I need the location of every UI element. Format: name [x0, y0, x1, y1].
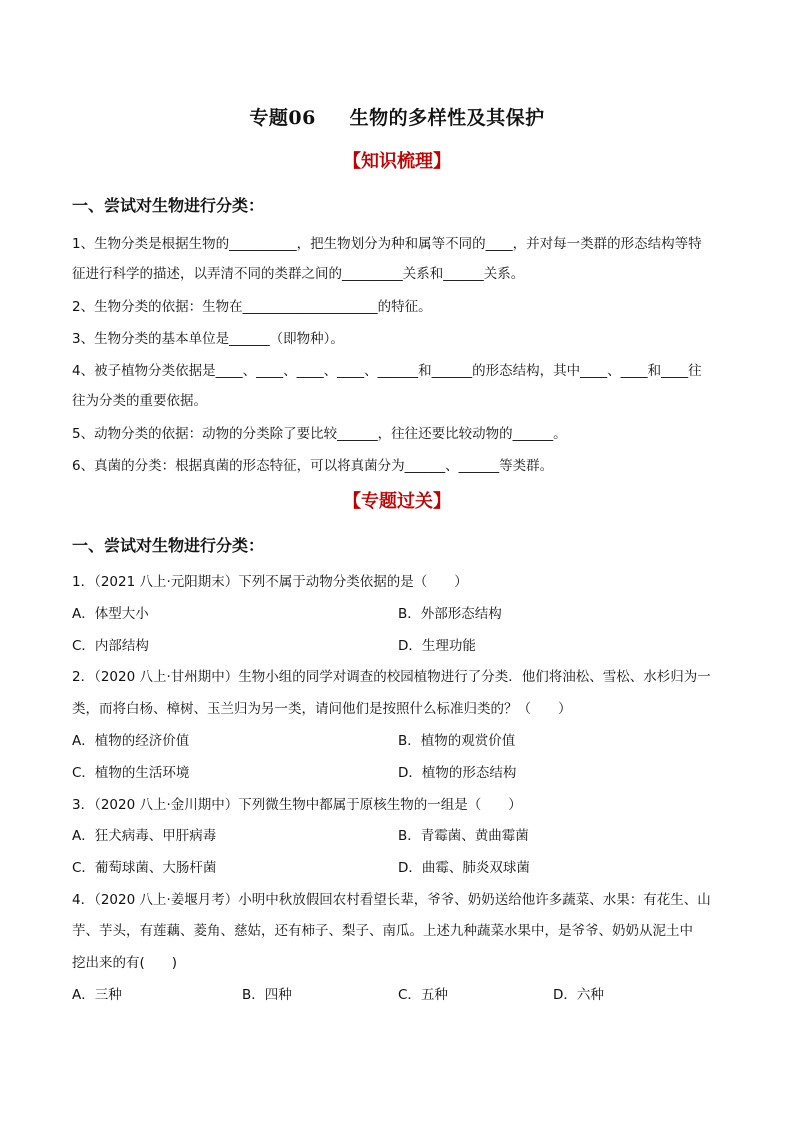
knowledge-line: 4、被子植物分类依据是____、____、____、____、______和______的形态结构，其中____、____和____往: [72, 363, 702, 379]
page-title: 专题06 生物的多样性及其保护: [249, 107, 545, 129]
option-c: C．葡萄球菌、大肠杆菌: [72, 860, 217, 876]
question-stem: 2．（2020 八上·甘州期中）生物小组的同学对调查的校园植物进行了分类．他们将油松、雪松、水杉归为一: [72, 669, 711, 685]
option-b: B．植物的观赏价值: [398, 733, 516, 749]
question-stem: 芋、芋头，有莲藕、菱角、慈姑，还有柿子、梨子、南瓜。上述九种蔬菜水果中，是爷爷、奶奶从泥土中: [72, 923, 693, 939]
banner-knowledge: 【知识梳理】: [343, 151, 451, 172]
option-c: C．植物的生活环境: [72, 765, 190, 781]
option-d: D．植物的形态结构: [398, 765, 517, 781]
option-b: B．四种: [242, 987, 292, 1003]
option-a: A．狂犬病毒、甲肝病毒: [72, 828, 217, 844]
question-stem: 4．（2020 八上·姜堰月考）小明中秋放假回农村看望长辈，爷爷、奶奶送给他许多蔬菜、水果：有花生、山: [72, 892, 711, 908]
option-d: D．六种: [553, 987, 604, 1003]
knowledge-line: 1、生物分类是根据生物的__________，把生物划分为种和属等不同的____，并对每一类群的形态结构等特: [72, 236, 702, 252]
option-a: A．植物的经济价值: [72, 733, 190, 749]
option-c: C．内部结构: [72, 638, 149, 654]
section-heading-2: 一、尝试对生物进行分类：: [72, 536, 265, 555]
question-stem: 3．（2020 八上·金川期中）下列微生物中都属于原核生物的一组是（ ）: [72, 797, 522, 813]
option-b: B．青霉菌、黄曲霉菌: [398, 828, 529, 844]
knowledge-line: 2、生物分类的依据：生物在____________________的特征。: [72, 299, 432, 315]
option-d: D．生理功能: [398, 638, 476, 654]
knowledge-line: 往为分类的重要依据。: [72, 393, 207, 409]
knowledge-line: 3、生物分类的基本单位是______（即物种）。: [72, 331, 344, 347]
option-a: A．体型大小: [72, 606, 149, 622]
option-d: D．曲霉、肺炎双球菌: [398, 860, 530, 876]
banner-practice: 【专题过关】: [343, 491, 451, 512]
knowledge-line: 5、动物分类的依据：动物的分类除了要比较______，往往还要比较动物的______。: [72, 426, 567, 442]
question-stem: 类，而将白杨、樟树、玉兰归为另一类，请问他们是按照什么标准归类的？（ ）: [72, 701, 572, 717]
knowledge-line: 征进行科学的描述，以弄清不同的类群之间的_________关系和______关系。: [72, 266, 525, 282]
option-c: C．五种: [398, 987, 448, 1003]
question-stem: 1．（2021 八上·元阳期末）下列不属于动物分类依据的是（ ）: [72, 574, 468, 590]
question-stem: 挖出来的有( ): [72, 955, 178, 971]
section-heading-1: 一、尝试对生物进行分类：: [72, 196, 265, 215]
option-b: B．外部形态结构: [398, 606, 502, 622]
knowledge-line: 6、真菌的分类：根据真菌的形态特征，可以将真菌分为______、______等类群。: [72, 458, 554, 474]
option-a: A．三种: [72, 987, 122, 1003]
